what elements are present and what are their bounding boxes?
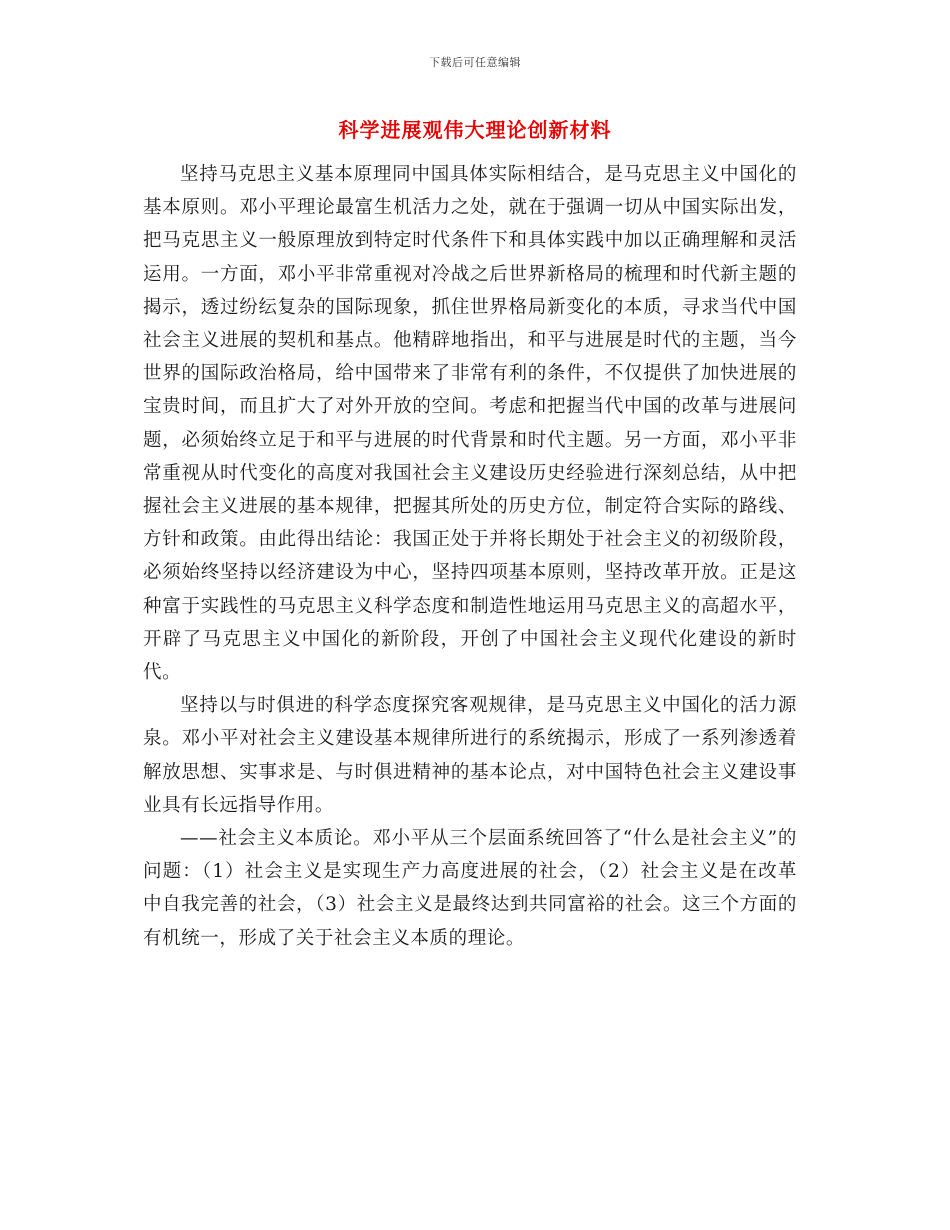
document-body	[143, 158, 797, 955]
body-paragraph-1: 坚持马克思主义基本原理同中国具体实际相结合，是马克思主义中国化的基本原则。邓小平理论最富生机活力之处，就在于强调一切从中国实际出发，把马克思主义一般原理放到特定时代条件下和具体实践中加以正确理解和灵活运用。一方面，邓小平非常重视对冷战之后世界新格局的梳理和时代新主题的揭示，透过纷纭复杂的国际现象，抓住世界格局新变化的本质，寻求当代中国社会主义进展的契机和基点。他精辟地指出，和平与进展是时代的主题，当今世界的国际政治格局，给中国带来了非常有利的条件，不仅提供了加快进展的宝贵时间，而且扩大了对外开放的空间。考虑和把握当代中国的改革与进展问题，必须始终立足于和平与进展的时代背景和时代主题。另一方面，邓小平非常重视从时代变化的高度对我国社会主义建设历史经验进行深刻总结，从中把握社会主义进展的基本规律，把握其所处的历史方位，制定符合实际的路线、方针和政策。由此得出结论：我国正处于并将长期处于社会主义的初级阶段，必须始终坚持以经济建设为中心，坚持四项基本原则，坚持改革开放。正是这种富于实践性的马克思主义科学态度和制造性地运用马克思主义的高超水平，开辟了马克思主义中国化的新阶段，开创了中国社会主义现代化建设的新时代。	[143, 164, 797, 684]
body-paragraph-3: ——社会主义本质论。邓小平从三个层面系统回答了“什么是社会主义”的问题：（1）社会主义是实现生产力高度进展的社会，（2）社会主义是在改革中自我完善的社会，（3）社会主义是最终达到共同富裕的社会。这三个方面的有机统一，形成了关于社会主义本质的理论。	[143, 828, 797, 949]
page-header: 下载后可任意编辑	[429, 56, 521, 69]
body-paragraph-2: 坚持以与时俱进的科学态度探究客观规律，是马克思主义中国化的活力源泉。邓小平对社会主义建设基本规律所进行的系统揭示，形成了一系列渗透着解放思想、实事求是、与时俱进精神的基本论点，对中国特色社会主义建设事业具有长远指导作用。	[143, 695, 797, 816]
document-title: 科学进展观伟大理论创新材料	[338, 118, 612, 142]
